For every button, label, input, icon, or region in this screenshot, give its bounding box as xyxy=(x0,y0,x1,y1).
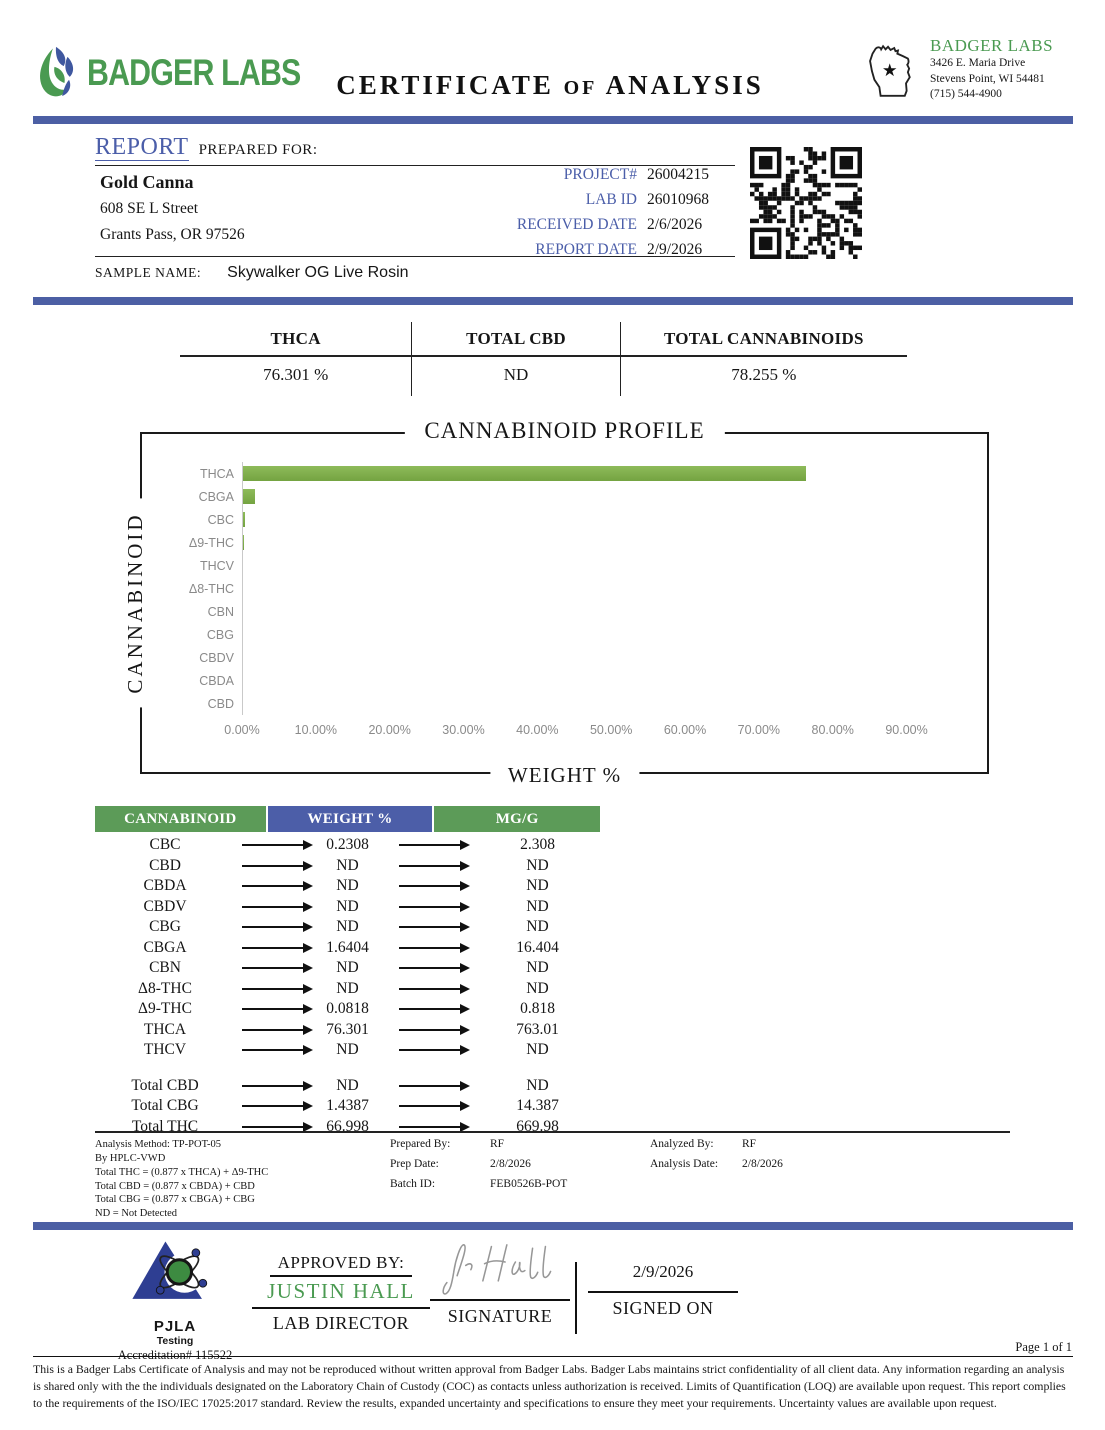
arrow-icon xyxy=(399,967,461,969)
chart-x-tick: 50.00% xyxy=(589,723,633,737)
mgg-value: ND xyxy=(526,979,549,997)
chart-x-tick: 20.00% xyxy=(368,723,411,737)
sample-name-label: SAMPLE NAME: xyxy=(95,265,202,280)
chart-row xyxy=(142,623,973,646)
mgg-value: 669.98 xyxy=(516,1117,559,1135)
chart-category-label: CBDA xyxy=(199,673,234,688)
note-field xyxy=(650,1158,1010,1170)
chart-bar-track xyxy=(242,485,973,508)
chart-bar-track xyxy=(242,692,973,715)
analyte-name: Δ9-THC xyxy=(138,1000,192,1018)
method-note-line: Total THC = (0.877 x THCA) + Δ9-THC xyxy=(95,1166,269,1178)
weight-value: 76.301 xyxy=(326,1020,369,1038)
table-spacer xyxy=(95,1061,600,1076)
field-label: LAB ID xyxy=(585,191,637,208)
analyte-name: CBC xyxy=(149,836,181,854)
field-value: 26010968 xyxy=(647,191,709,208)
approver-title: LAB DIRECTOR xyxy=(272,1313,410,1333)
field-label: REPORT DATE xyxy=(535,241,637,258)
chart-x-tick: 10.00% xyxy=(294,723,338,737)
analyte-name: Total CBD xyxy=(131,1076,199,1094)
arrow-icon xyxy=(399,844,461,846)
weight-value: ND xyxy=(336,897,359,915)
arrow-icon xyxy=(242,988,304,990)
arrow-icon xyxy=(242,926,304,928)
table-row xyxy=(95,938,600,959)
arrow-icon xyxy=(399,1105,461,1107)
arrow-icon xyxy=(242,947,304,949)
note-label: Prep Date: xyxy=(390,1158,439,1170)
mgg-value: ND xyxy=(526,959,549,977)
note-label: Analyzed By: xyxy=(650,1138,714,1150)
method-note-line: Total CBG = (0.877 x CBGA) + CBG xyxy=(95,1194,255,1206)
note-label: Analysis Date: xyxy=(650,1158,719,1170)
signed-on-block xyxy=(588,1262,738,1319)
analyte-name: Total CBG xyxy=(131,1097,199,1115)
arrow-icon xyxy=(399,947,461,949)
summary-value: 78.255 % xyxy=(731,365,797,384)
arrow-icon xyxy=(242,1126,304,1128)
weight-value: ND xyxy=(336,959,359,977)
column-header-weight: WEIGHT % xyxy=(266,806,435,832)
analyte-name: CBG xyxy=(149,918,181,936)
arrow-icon xyxy=(242,1085,304,1087)
method-notes xyxy=(95,1131,1010,1221)
chart-x-tick: 90.00% xyxy=(885,723,928,737)
rule-line xyxy=(95,256,735,257)
chart-row xyxy=(142,646,973,669)
note-value: FEB0526B-POT xyxy=(490,1178,568,1190)
chart-y-axis-label-text: CANNABINOID xyxy=(123,512,147,694)
divider-bar xyxy=(33,297,1073,305)
chart-category-label: CBC xyxy=(207,512,234,527)
chart-bar-track xyxy=(242,646,973,669)
chart-category-label: CBG xyxy=(206,627,234,642)
certificate-title-of: OF xyxy=(563,77,598,99)
report-field-row xyxy=(405,191,735,209)
analyte-name: CBDA xyxy=(143,877,187,895)
cannabinoid-table-header xyxy=(95,806,600,832)
client-name: Gold Canna xyxy=(100,172,194,192)
qr-code xyxy=(750,147,862,259)
mgg-value: ND xyxy=(526,877,549,895)
chart-category-label: Δ8-THC xyxy=(188,581,234,596)
arrow-icon xyxy=(399,865,461,867)
leaf-icon xyxy=(33,44,79,102)
chart-category-label: CBN xyxy=(207,604,234,619)
chart-bar-track xyxy=(242,669,973,692)
chart-category-label: THCV xyxy=(199,558,234,573)
mgg-value: 763.01 xyxy=(516,1020,559,1038)
analyte-name: Δ8-THC xyxy=(138,979,192,997)
summary-header: THCA xyxy=(270,328,321,348)
weight-value: ND xyxy=(336,877,359,895)
note-field xyxy=(390,1138,650,1150)
note-value: 2/8/2026 xyxy=(490,1158,531,1170)
chart-x-tick: 0.00% xyxy=(224,723,260,737)
chart-title: CANNABINOID PROFILE xyxy=(404,418,724,444)
chart-x-ticks xyxy=(224,723,973,741)
note-label: Batch ID: xyxy=(390,1178,436,1190)
column-header-mgg: MG/G xyxy=(434,806,600,832)
summary-value: ND xyxy=(503,365,529,384)
weight-value: ND xyxy=(336,979,359,997)
brand-name: BADGER LABS xyxy=(87,52,301,93)
note-value: RF xyxy=(490,1138,505,1150)
report-heading xyxy=(95,134,735,166)
report-fields xyxy=(405,166,735,266)
accreditation-number: Accreditation# 115522 xyxy=(117,1348,233,1362)
certificate-title-word: CERTIFICATE xyxy=(336,70,554,100)
chart-row xyxy=(142,485,973,508)
client-info xyxy=(100,172,245,252)
sample-name-value: Skywalker OG Live Rosin xyxy=(227,264,409,281)
arrow-icon xyxy=(399,926,461,928)
approved-by-block xyxy=(252,1253,430,1334)
report-heading-secondary: PREPARED FOR: xyxy=(198,142,318,158)
note-value: RF xyxy=(742,1138,757,1150)
arrow-icon xyxy=(399,1085,461,1087)
table-row xyxy=(95,917,600,938)
chart-category-label: CBD xyxy=(207,696,234,711)
arrow-icon xyxy=(399,1126,461,1128)
chart-x-tick: 30.00% xyxy=(442,723,485,737)
chart-bar-track xyxy=(242,462,973,485)
method-note-line: By HPLC-VWD xyxy=(95,1152,166,1164)
summary-header: TOTAL CBD xyxy=(466,328,566,348)
table-row xyxy=(95,876,600,897)
summary-column xyxy=(411,322,619,396)
analyte-name: CBGA xyxy=(143,938,187,956)
certificate-title xyxy=(290,70,810,101)
arrow-icon xyxy=(242,865,304,867)
weight-value: ND xyxy=(336,1041,359,1059)
approval-divider-line xyxy=(575,1262,577,1334)
report-field-row xyxy=(405,166,735,184)
mgg-value: 16.404 xyxy=(516,938,559,956)
client-address-line1: 608 SE L Street xyxy=(100,200,199,217)
signed-on-date: 2/9/2026 xyxy=(632,1262,694,1281)
arrow-icon xyxy=(242,1008,304,1010)
sample-name-row xyxy=(95,264,409,282)
method-note-line: Total CBD = (0.877 x CBDA) + CBD xyxy=(95,1180,255,1192)
chart-bar xyxy=(243,535,244,550)
arrow-icon xyxy=(399,1029,461,1031)
note-label: Prepared By: xyxy=(390,1138,451,1150)
weight-value: 66.998 xyxy=(326,1117,369,1135)
chart-row xyxy=(142,508,973,531)
approver-name: JUSTIN HALL xyxy=(252,1277,430,1309)
arrow-icon xyxy=(242,844,304,846)
chart-bar-track xyxy=(242,623,973,646)
svg-text:★: ★ xyxy=(881,60,898,80)
chart-row xyxy=(142,577,973,600)
signature-handwriting xyxy=(430,1238,570,1298)
arrow-icon xyxy=(399,1049,461,1051)
mgg-value: 2.308 xyxy=(520,836,555,854)
summary-column xyxy=(620,322,907,396)
cannabinoid-table xyxy=(95,806,600,1137)
table-row xyxy=(95,999,600,1020)
chart-bar-track xyxy=(242,554,973,577)
table-row xyxy=(95,958,600,979)
chart-plot-rows xyxy=(142,462,973,715)
analyte-name: THCA xyxy=(143,1020,187,1038)
cannabinoid-profile-chart xyxy=(123,418,989,787)
mgg-value: 0.818 xyxy=(520,1000,555,1018)
analyte-name: CBN xyxy=(149,959,181,977)
analyte-name: CBDV xyxy=(143,897,187,915)
lab-phone: (715) 544-4900 xyxy=(930,88,1002,101)
report-section xyxy=(95,134,735,281)
column-header-cannabinoid: CANNABINOID xyxy=(95,806,266,832)
analyte-name: Total THC xyxy=(131,1117,199,1135)
table-row xyxy=(95,856,600,877)
table-row xyxy=(95,897,600,918)
divider-bar xyxy=(33,116,1073,124)
approved-by-label: APPROVED BY: xyxy=(270,1253,413,1277)
chart-bar-track xyxy=(242,508,973,531)
client-address-line2: Grants Pass, OR 97526 xyxy=(100,226,245,243)
field-value: 26004215 xyxy=(647,166,709,183)
chart-row xyxy=(142,531,973,554)
analyte-name: CBD xyxy=(149,856,181,874)
method-notes-right xyxy=(650,1138,1010,1221)
field-label: PROJECT# xyxy=(563,166,637,183)
pjla-accreditation xyxy=(95,1238,255,1363)
lab-address-card xyxy=(862,36,1102,106)
chart-x-axis-label: WEIGHT % xyxy=(490,763,639,788)
chart-x-tick: 40.00% xyxy=(516,723,559,737)
chart-category-label: CBGA xyxy=(198,489,234,504)
mgg-value: ND xyxy=(526,856,549,874)
weight-value: ND xyxy=(336,856,359,874)
chart-bar-track xyxy=(242,577,973,600)
arrow-icon xyxy=(399,988,461,990)
table-row xyxy=(95,1096,600,1117)
chart-x-tick: 60.00% xyxy=(663,723,707,737)
chart-y-axis-label xyxy=(123,498,148,707)
table-row xyxy=(95,1020,600,1041)
chart-x-tick: 70.00% xyxy=(737,723,781,737)
chart-category-label: Δ9-THC xyxy=(188,535,234,550)
pjla-logo-icon xyxy=(115,1238,235,1318)
rule-line xyxy=(180,355,907,357)
method-notes-middle xyxy=(390,1138,650,1221)
note-value: 2/8/2026 xyxy=(742,1158,783,1170)
summary-table xyxy=(180,322,907,396)
arrow-icon xyxy=(242,967,304,969)
pjla-sub-label: Testing xyxy=(156,1335,194,1347)
chart-bar xyxy=(243,512,245,527)
page-number: Page 1 of 1 xyxy=(1015,1340,1072,1354)
arrow-icon xyxy=(399,885,461,887)
mgg-value: ND xyxy=(526,918,549,936)
field-value: 2/9/2026 xyxy=(647,241,703,258)
note-field xyxy=(390,1178,650,1190)
table-row xyxy=(95,835,600,856)
chart-category-label: CBDV xyxy=(199,650,234,665)
weight-value: ND xyxy=(336,1076,359,1094)
chart-x-tick: 80.00% xyxy=(811,723,854,737)
lab-address-line1: 3426 E. Maria Drive xyxy=(930,57,1026,69)
arrow-icon xyxy=(242,1049,304,1051)
arrow-icon xyxy=(242,885,304,887)
certificate-title-word: ANALYSIS xyxy=(605,70,764,100)
summary-value: 76.301 % xyxy=(263,365,329,384)
analyte-name: THCV xyxy=(143,1041,187,1059)
rule-line xyxy=(33,1356,1073,1357)
cannabinoid-rows xyxy=(95,832,600,1137)
chart-bar-track xyxy=(242,531,973,554)
chart-category-label: THCA xyxy=(199,466,234,481)
method-note-line: ND = Not Detected xyxy=(95,1208,178,1220)
disclaimer-text: This is a Badger Labs Certificate of Analysis and may not be reproduced without written approval from Badger Labs. Badger Labs maintains strict confidentiality of all client data. Any information regarding an analysis is shared only with the the individuals designated on the Laboratory Chain of Custody (COC) as contacts unless authorization is received. Limits of Quantification (LOQ) are available upon request. This report complies to the requirements of the ISO/IEC 17025:2017 standard. Review the results, expanded uncertainty and specifications to ensure they meet your requirements. Uncertainty values are available upon request. xyxy=(33,1362,1066,1411)
divider-bar xyxy=(33,1222,1073,1230)
signature-label: SIGNATURE xyxy=(447,1306,553,1326)
table-row xyxy=(95,979,600,1000)
mgg-value: ND xyxy=(526,1076,549,1094)
pjla-org-name: PJLA xyxy=(153,1318,197,1335)
report-heading-primary: REPORT xyxy=(95,134,189,160)
arrow-icon xyxy=(242,1105,304,1107)
chart-row xyxy=(142,669,973,692)
report-field-row xyxy=(405,216,735,234)
chart-row xyxy=(142,462,973,485)
chart-row xyxy=(142,600,973,623)
note-field xyxy=(390,1158,650,1170)
summary-column xyxy=(180,322,411,396)
weight-value: 0.0818 xyxy=(326,1000,369,1018)
table-row xyxy=(95,1040,600,1061)
mgg-value: ND xyxy=(526,897,549,915)
chart-bar xyxy=(243,466,806,481)
weight-value: 1.6404 xyxy=(326,938,369,956)
arrow-icon xyxy=(399,1008,461,1010)
lab-address-line2: Stevens Point, WI 54481 xyxy=(930,72,1045,85)
mgg-value: ND xyxy=(526,1041,549,1059)
arrow-icon xyxy=(399,906,461,908)
field-value: 2/6/2026 xyxy=(647,216,703,233)
lab-name: BADGER LABS xyxy=(930,36,1054,55)
chart-bar xyxy=(243,489,255,504)
signature-block xyxy=(430,1238,570,1327)
chart-bar-track xyxy=(242,600,973,623)
arrow-icon xyxy=(242,1029,304,1031)
mgg-value: 14.387 xyxy=(516,1097,559,1115)
wisconsin-map-icon xyxy=(862,36,924,106)
chart-row xyxy=(142,692,973,715)
summary-header: TOTAL CANNABINOIDS xyxy=(663,328,864,348)
weight-value: 0.2308 xyxy=(326,836,369,854)
signed-on-label: SIGNED ON xyxy=(612,1298,714,1318)
weight-value: ND xyxy=(336,918,359,936)
note-field xyxy=(650,1138,1010,1150)
field-label: RECEIVED DATE xyxy=(516,216,637,233)
table-row xyxy=(95,1076,600,1097)
lab-info xyxy=(930,36,1053,106)
weight-value: 1.4387 xyxy=(326,1097,369,1115)
method-note-line: Analysis Method: TP-POT-05 xyxy=(95,1139,222,1150)
chart-row xyxy=(142,554,973,577)
arrow-icon xyxy=(242,906,304,908)
method-notes-left xyxy=(95,1138,390,1221)
